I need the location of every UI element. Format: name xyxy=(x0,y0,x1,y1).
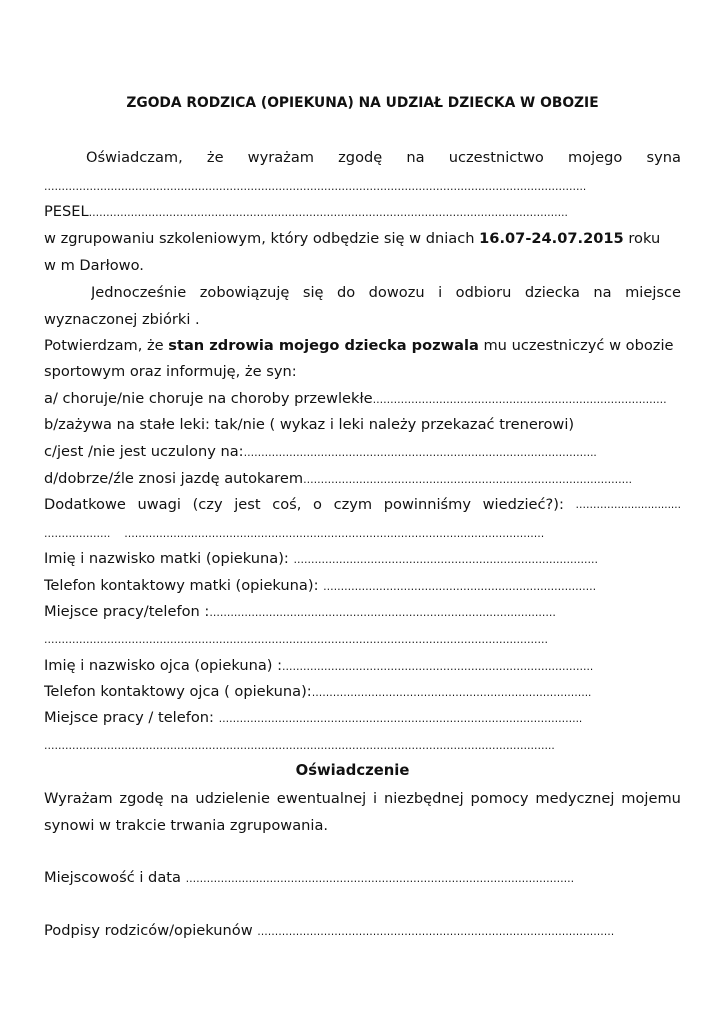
word: (czy xyxy=(192,496,223,513)
dotted-leader: …………………………………………………………………………… xyxy=(293,554,598,566)
word: niezbędnej xyxy=(383,790,464,807)
word: na xyxy=(593,284,612,301)
pesel-label: PESEL xyxy=(44,203,89,220)
transport-line-1 xyxy=(91,283,681,303)
question-label: b/zażywa na stałe leki: tak/nie ( wykaz i leki należy przekazać trenerowi) xyxy=(44,416,575,433)
word: udzielenie xyxy=(195,790,270,807)
question-label: a/ choruje/nie choruje na choroby przewlekłe xyxy=(44,390,373,407)
word: wiedzieć?): xyxy=(482,496,564,513)
word: syna xyxy=(646,149,681,166)
word: o xyxy=(313,496,322,513)
field-label: Telefon kontaktowy matki (opiekuna): xyxy=(44,577,324,594)
dotted-leader: ……………………………………………………………………………………………………………………….. xyxy=(88,207,568,219)
word: i xyxy=(373,790,378,807)
field-label: Miejsce pracy/telefon : xyxy=(44,603,210,620)
camp-dates: 16.07-24.07.2015 xyxy=(479,230,624,247)
dotted-leader: …………………………………………………………………………………. xyxy=(303,474,632,486)
word: Dodatkowe xyxy=(44,496,126,513)
dotted-leader: …………………………………………………………………………….. xyxy=(282,661,594,673)
word: Oświadczam, xyxy=(86,149,183,166)
word: się xyxy=(302,284,324,301)
father-phone-field[interactable] xyxy=(44,682,681,703)
health-bold: stan zdrowia mojego dziecka pozwala xyxy=(168,337,479,354)
word: wyrażam xyxy=(247,149,315,166)
field-label: Telefon kontaktowy ojca ( opiekuna): xyxy=(44,683,312,700)
place-date-field[interactable] xyxy=(44,868,681,889)
dotted-leader: ………………………………………………………………………………………….. xyxy=(218,713,583,725)
dotted-leader: ………………………………………………………………………………………………… xyxy=(185,873,575,885)
question-medication[interactable] xyxy=(44,415,681,436)
dotted-leader: …………………………………………………………………….. xyxy=(311,687,592,699)
word: jest xyxy=(234,496,261,513)
camp-year-word: roku xyxy=(623,230,661,247)
word: miejsce xyxy=(625,284,681,301)
dotted-leader: ………………………………………………………………………………………… xyxy=(257,926,615,938)
document-title: ZGODA RODZICA (OPIEKUNA) NA UDZIAŁ DZIECKA W OBOZIE xyxy=(126,95,599,111)
health-line-1 xyxy=(44,336,681,356)
word: coś, xyxy=(272,496,302,513)
field-label: Imię i nazwisko matki (opiekuna): xyxy=(44,550,294,567)
health-line-2: sportowym oraz informuję, że syn: xyxy=(44,363,297,380)
remarks-line-2[interactable] xyxy=(44,523,681,544)
dotted-leader-long: ………………………………………………………………………………………………………… xyxy=(124,528,545,540)
pesel-field[interactable] xyxy=(44,202,681,223)
question-label: c/jest /nie jest uczulony na: xyxy=(44,443,244,460)
word: odbioru xyxy=(455,284,512,301)
mother-phone-field[interactable] xyxy=(44,576,681,597)
health-prefix: Potwierdzam, że xyxy=(44,337,169,354)
dotted-leader: …………................... xyxy=(575,499,681,511)
dotted-leader: ……………………………………………………………………………………………………………………………………….. xyxy=(44,181,587,193)
father-workplace-continuation[interactable] xyxy=(44,735,681,756)
father-name-field[interactable] xyxy=(44,656,681,677)
word: uwagi xyxy=(137,496,181,513)
intro-line-1 xyxy=(86,148,681,168)
field-label: Miejscowość i data xyxy=(44,869,186,886)
word: zgodę xyxy=(338,149,383,166)
word: medycznej xyxy=(535,790,615,807)
camp-text: w zgrupowaniu szkoleniowym, który odbędzie się w dniach xyxy=(44,230,480,247)
dotted-leader: …………………………………………………………………… xyxy=(323,581,597,593)
mother-workplace-continuation[interactable] xyxy=(44,629,681,650)
statement-line-1 xyxy=(44,789,681,809)
word: do xyxy=(337,284,356,301)
word: zobowiązuję xyxy=(199,284,290,301)
word: na xyxy=(170,790,189,807)
word: na xyxy=(406,149,425,166)
word: zgodę xyxy=(119,790,164,807)
mother-name-field[interactable] xyxy=(44,549,681,570)
camp-dates-line xyxy=(44,229,681,249)
field-label: Imię i nazwisko ojca (opiekuna) : xyxy=(44,657,283,674)
word: i xyxy=(438,284,443,301)
question-chronic-disease[interactable] xyxy=(44,389,681,410)
question-allergy[interactable] xyxy=(44,442,681,463)
word: dowozu xyxy=(368,284,425,301)
dotted-leader: ……………………………………………………………………………………….. xyxy=(243,447,597,459)
word: Jednocześnie xyxy=(91,284,187,301)
word: uczestnictwo xyxy=(448,149,544,166)
camp-place: w m Darłowo. xyxy=(44,257,144,274)
word: powinniśmy xyxy=(383,496,471,513)
word: że xyxy=(206,149,224,166)
question-label: d/dobrze/źle znosi jazdę autokarem xyxy=(44,470,304,487)
remarks-line-1[interactable] xyxy=(44,495,681,515)
health-suffix: mu uczestniczyć w obozie xyxy=(478,337,674,354)
word: ewentualnej xyxy=(276,790,367,807)
field-label: Podpisy rodziców/opiekunów xyxy=(44,922,258,939)
word: dziecka xyxy=(524,284,580,301)
field-label: Miejsce pracy / telefon: xyxy=(44,709,219,726)
word: Wyrażam xyxy=(44,790,113,807)
question-bus-travel[interactable] xyxy=(44,469,681,490)
word: mojego xyxy=(567,149,623,166)
son-name-field[interactable] xyxy=(44,176,681,197)
dotted-leader: ……………………………………………………………………………………………………………………………….. xyxy=(44,740,555,752)
dotted-leader-short: ………………. xyxy=(44,528,111,540)
statement-heading: Oświadczenie xyxy=(295,762,410,779)
parent-signatures-field[interactable] xyxy=(44,921,681,942)
statement-line-2: synowi w trakcie trwania zgrupowania. xyxy=(44,817,329,834)
father-workplace-field[interactable] xyxy=(44,708,681,729)
word: mojemu xyxy=(621,790,681,807)
dotted-leader: ……………………………………………………………………………………………………………………………… xyxy=(44,634,548,646)
dotted-leader: ………………………………………………………………………… xyxy=(372,394,667,406)
dotted-leader: ……………………………………………………………………………………… xyxy=(209,607,556,619)
word: pomocy xyxy=(470,790,529,807)
word: czym xyxy=(333,496,373,513)
mother-workplace-field[interactable] xyxy=(44,602,681,623)
transport-line-2: wyznaczonej zbiórki . xyxy=(44,311,200,328)
